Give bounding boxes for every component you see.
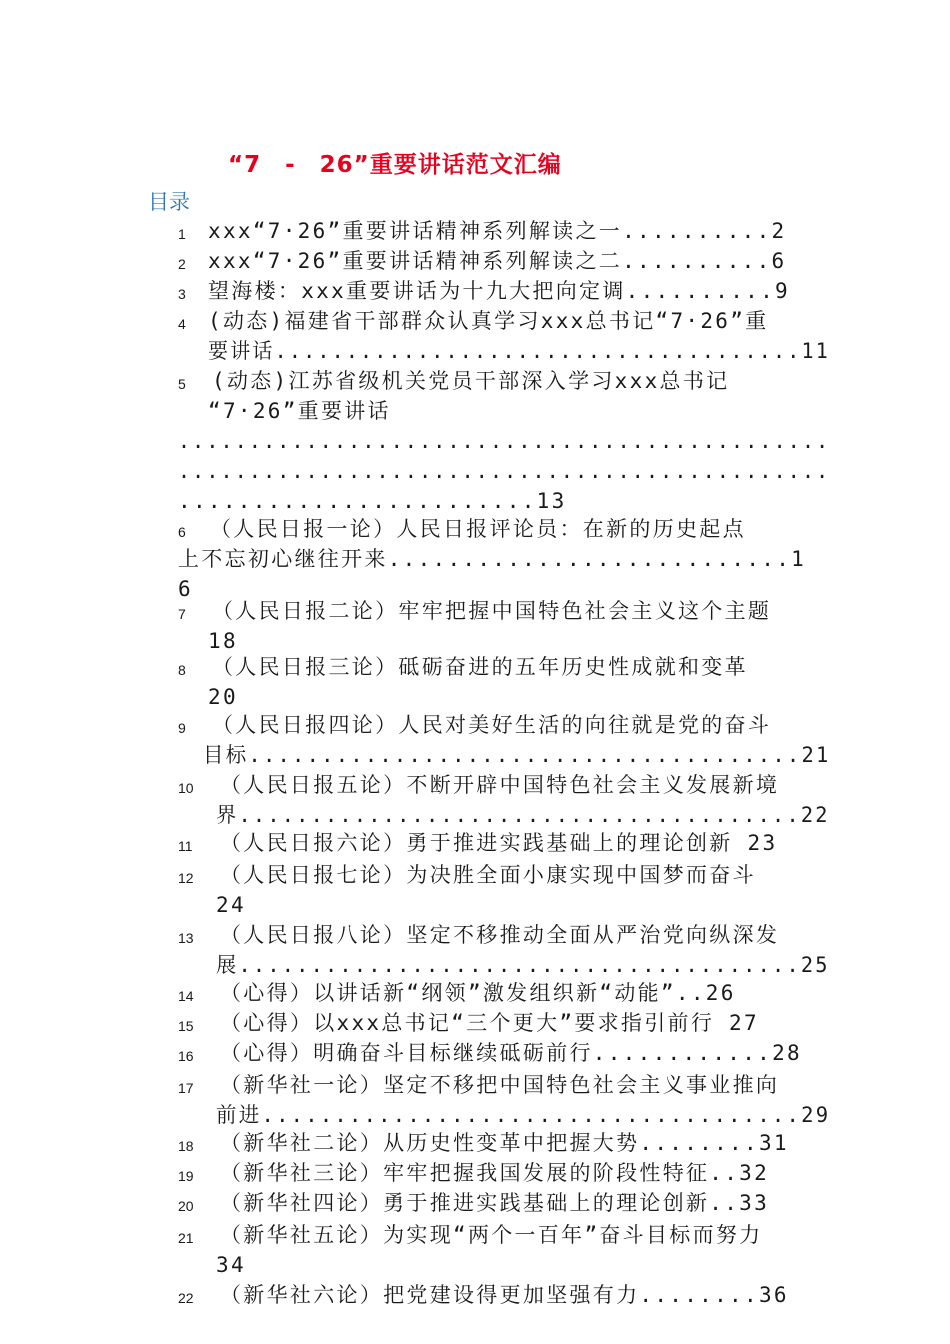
- toc-entry-number: 21: [178, 1230, 194, 1246]
- toc-entry-line[interactable]: ........................13: [178, 489, 567, 513]
- toc-entry-line[interactable]: (动态)福建省干部群众认真学习xxx总书记“7·26”重: [208, 309, 769, 333]
- toc-entry-line[interactable]: （新华社六论）把党建设得更加坚强有力........36: [220, 1283, 789, 1307]
- toc-entry-number: 8: [178, 662, 186, 678]
- toc-entry-number: 15: [178, 1018, 194, 1034]
- toc-entry-line[interactable]: （人民日报二论）牢牢把握中国特色社会主义这个主题: [212, 599, 772, 623]
- toc-entry-line[interactable]: xxx“7·26”重要讲话精神系列解读之一..........2: [208, 219, 787, 243]
- toc-entry-number: 10: [178, 780, 194, 796]
- toc-entry-number: 6: [178, 524, 186, 540]
- toc-entry-line[interactable]: 6: [178, 577, 193, 601]
- toc-entry-line[interactable]: ..............................................: [178, 459, 831, 483]
- toc-entry-line[interactable]: 界.......................................22: [216, 803, 830, 827]
- toc-entry-line[interactable]: ..............................................: [178, 429, 831, 453]
- toc-entry-line[interactable]: （心得）以讲话新“纲领”激发组织新“动能”..26: [220, 981, 736, 1005]
- toc-entry-number: 16: [178, 1048, 194, 1064]
- toc-entry-number: 5: [178, 376, 186, 392]
- toc-entry-number: 17: [178, 1080, 194, 1096]
- toc-entry-number: 20: [178, 1198, 194, 1214]
- toc-entry-number: 22: [178, 1290, 194, 1306]
- toc-entry-line[interactable]: 34: [216, 1253, 246, 1277]
- toc-entry-line[interactable]: （人民日报一论）人民日报评论员：在新的历史起点: [210, 517, 746, 541]
- toc-entry-number: 19: [178, 1168, 194, 1184]
- toc-entry-line[interactable]: 望海楼：xxx重要讲话为十九大把向定调..........9: [208, 279, 791, 303]
- toc-entry-line[interactable]: （心得）明确奋斗目标继续砥砺前行............28: [220, 1041, 803, 1065]
- toc-entry-line[interactable]: （人民日报七论）为决胜全面小康实现中国梦而奋斗: [220, 863, 756, 887]
- toc-entry-line[interactable]: （人民日报四论）人民对美好生活的向往就是党的奋斗: [212, 713, 772, 737]
- toc-entry-line[interactable]: 目标......................................21: [203, 743, 831, 767]
- toc-entry-number: 3: [178, 286, 186, 302]
- toc-entry-number: 18: [178, 1138, 194, 1154]
- toc-entry-number: 7: [178, 606, 186, 622]
- toc-entry-line[interactable]: （新华社一论）坚定不移把中国特色社会主义事业推向: [220, 1073, 780, 1097]
- toc-entry-line[interactable]: xxx“7·26”重要讲话精神系列解读之二..........6: [208, 249, 787, 273]
- toc-entry-line[interactable]: （新华社二论）从历史性变革中把握大势........31: [220, 1131, 789, 1155]
- toc-entry-line[interactable]: （人民日报六论）勇于推进实践基础上的理论创新 23: [220, 831, 778, 855]
- toc-entry-number: 9: [178, 720, 186, 736]
- toc-entry-line[interactable]: (动态)江苏省级机关党员干部深入学习xxx总书记: [212, 369, 730, 393]
- toc-entry-line[interactable]: 18: [208, 629, 238, 653]
- toc-entry-line[interactable]: 前进.....................................29: [216, 1103, 831, 1127]
- toc-entry-line[interactable]: 24: [216, 893, 246, 917]
- toc-entry-line[interactable]: （人民日报五论）不断开辟中国特色社会主义发展新境: [220, 773, 780, 797]
- toc-entry-line[interactable]: （新华社五论）为实现“两个一百年”奋斗目标而努力: [220, 1223, 763, 1247]
- toc-entry-number: 11: [178, 838, 193, 854]
- toc-entry-number: 1: [178, 226, 186, 242]
- toc-entry-line[interactable]: （新华社三论）牢牢把握我国发展的阶段性特征..32: [220, 1161, 770, 1185]
- toc-entry-line[interactable]: 20: [208, 685, 238, 709]
- toc-entry-line[interactable]: 展.......................................25: [216, 953, 830, 977]
- document-title: “7 - 26”重要讲话范文汇编: [228, 152, 562, 178]
- toc-entry-number: 13: [178, 930, 194, 946]
- toc-entry-line[interactable]: 要讲话.....................................11: [208, 339, 831, 363]
- toc-entry-number: 12: [178, 870, 194, 886]
- toc-entry-line[interactable]: （心得）以xxx总书记“三个更大”要求指引前行 27: [220, 1011, 759, 1035]
- toc-entry-line[interactable]: （人民日报八论）坚定不移推动全面从严治党向纵深发: [220, 923, 780, 947]
- toc-entry-line[interactable]: （新华社四论）勇于推进实践基础上的理论创新..33: [220, 1191, 770, 1215]
- toc-entry-number: 2: [178, 256, 186, 272]
- toc-entry-line[interactable]: 上不忘初心继往开来...........................1: [178, 547, 807, 571]
- toc-entry-number: 4: [178, 316, 186, 332]
- toc-entry-line[interactable]: （人民日报三论）砥砺奋进的五年历史性成就和变革: [212, 655, 748, 679]
- toc-entry-number: 14: [178, 988, 194, 1004]
- toc-entry-line[interactable]: “7·26”重要讲话: [208, 399, 391, 423]
- toc-heading: 目录: [148, 190, 190, 214]
